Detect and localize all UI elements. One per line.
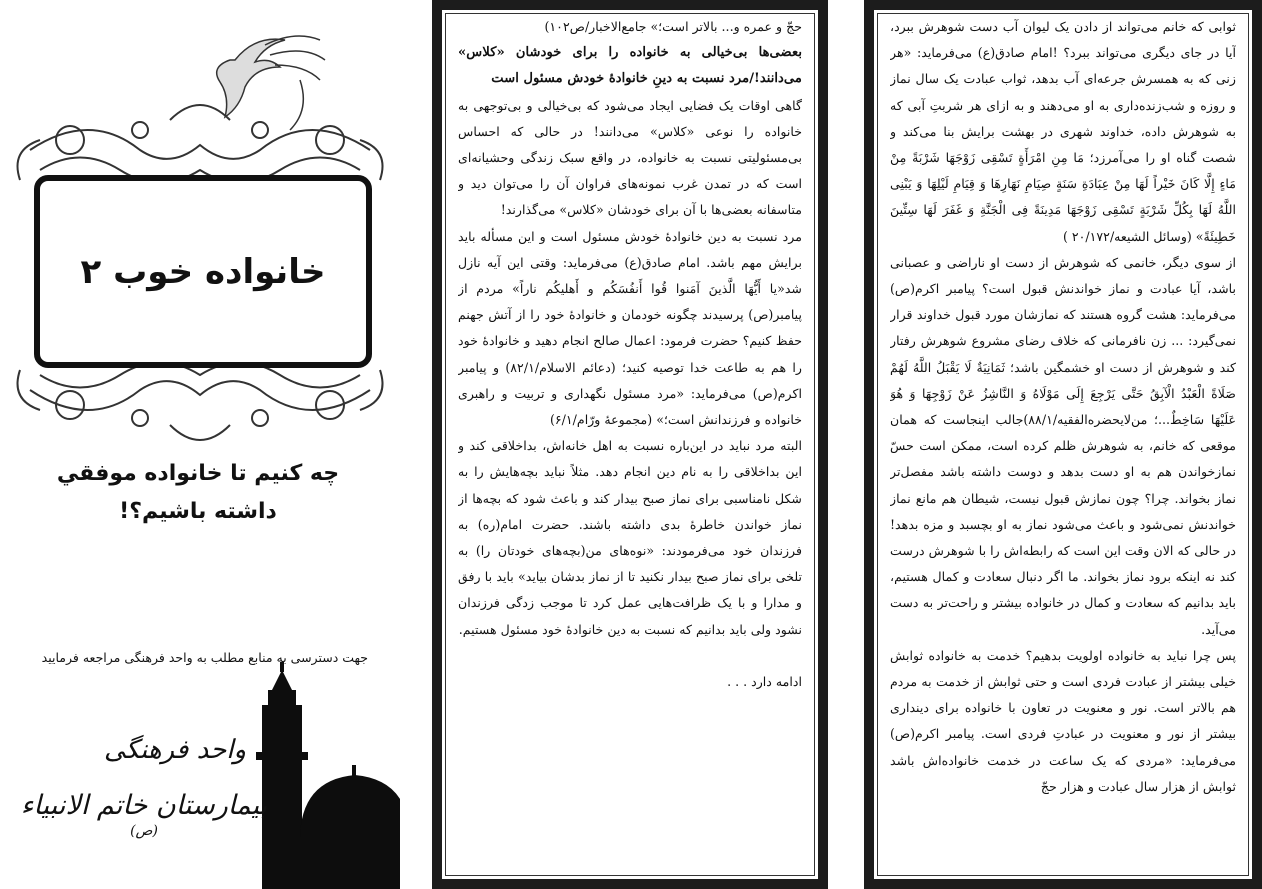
paragraph: پس چرا نباید به خانواده اولویت بدهیم؟ خدمت به خانواده ثوابش خیلی بیشتر از عبادت فردی است و حتی ثوابش از خدمت به مردم هم بالاتر است. نور و معنویت در تعاون با خانواده برای دینداری بیشتر از نور و معنویت در عبادتِ فردی است. پیامبر اکرم(ص) می‌فرماید: «مردی که یک ساعت در خدمت خانواده‌اش باشد ثوابش از هزار سال عبادت و هزار حجّ bbox=[890, 647, 1236, 794]
paragraph: مرد نسبت به دین خانوادهٔ خودش مسئول است و این مسأله باید برایش مهم باشد. امام صادق(ع) می‌فرماید: وقتی این آیه نازل شد«یا أَیُّهَا الَّذینَ آمَنوا قُوا أَنفُسَكُم و أَهلیكُم ناراً» مردم از پیامبر(ص) پرسیدند چگونه خودمان و خانوادهٔ خود را از آتش جهنم حفظ کنیم؟ حضرت فرمود: اعمال صالح انجام دهید و خانوادهٔ خود را هم به طاعت خدا توصیه کنید؛ (دعائم الاسلام/۸۲/۱) و پیامبر اکرم(ص) می‌فرماید: «مرد مسئول نگهداری و تربیت و راهبری خانواده و فرزندانش است؛» (مجموعهٔ ورّام/۶/۱) bbox=[458, 228, 802, 428]
middle-panel bbox=[432, 0, 828, 889]
title-frame bbox=[34, 175, 372, 368]
signature-honorific: (ص) bbox=[130, 823, 158, 839]
mosque-silhouette bbox=[256, 662, 400, 889]
paragraph: گاهی اوقات یک فضایی ایجاد می‌شود که بی‌خیالی و بی‌توجهی به خانواده را نوعی «کلاس» می‌دانند! در حالی که احساس بی‌مسئولیتی نسبت به خانواده، در واقع سبک زندگی وحشیانه‌ای است که در تمدن غرب نمونه‌های فراوان آن را می‌توان دید و متاسفانه بعضی‌ها با آن برای خودشان «کلاس» می‌گذارند! bbox=[458, 97, 802, 218]
section-heading: بعضی‌ها بی‌خیالی به خانواده را برای خودشان «کلاس» می‌دانند!/مرد نسبت به دینِ خانوادهٔ خودش مسئول است bbox=[458, 45, 802, 87]
source-note: جهت دسترسی به منابع مطلب به واحد فرهنگی مراجعه فرمایید bbox=[41, 650, 368, 665]
paragraph: از سوی دیگر، خانمی که شوهرش از دست او ناراضی و عصبانی باشد، آیا عبادت و نماز خواندنش قبول است؟ پیامبر اکرم(ص) می‌فرماید: هشت گروه هستند که نمازشان مورد قبول خداوند قرار نمی‌گیرد: ... زن نافرمانی که خلاف رضای مشروع شوهرش رفتار کند و شوهرش از دست او خشمگین باشد؛ ثَمَانِیَةٌ لَا یَقْبَلُ اللَّهُ لَهُمْ صَلَاةً الْعَبْدُ الْآبِقُ حَتَّى یَرْجِعَ إِلَى مَوْلَاهُ وَ النَّاشِزُ عَنْ زَوْجِهَا وَ هُوَ عَلَیْهَا سَاخِطٌ...؛ من‌لایحضره‌الفقیه/۸۸/۱)جالب اینجاست که همان موقعی که خانم، به شوهرش ظلم کرده است، ممکن است حسّ نمازخواندن هم به او دست بدهد و دوست داشته باشد مفصل‌تر نماز بخواند. چرا؟ چون نمازش قبول نیست، شیطان هم مانع نماز خواندنش نمی‌شود و باعث می‌شود نماز به او بچسبد و مزه بدهد! در حالی که الان وقت این است که رابطه‌اش را با شوهرش درست کند نه اینکه برود نماز بخواند. ما اگر دنبال سعادت و کمال هستیم، باید بدانیم که سعادت و کمال در خانواده بیشتر و راحت‌تر به دست می‌آید. bbox=[890, 254, 1236, 637]
signature-hospital-name: بیمارستان خاتم الانبیاء bbox=[20, 790, 268, 821]
top-ornament bbox=[18, 105, 383, 183]
bird-icon bbox=[217, 36, 325, 130]
paragraph: ثوابی که خانم می‌تواند از دادن یک لیوان آب دست شوهرش ببرد، آیا در جای دیگری می‌تواند ببرد؟ !امام صادق(ع) می‌فرماید: «هر زنی که به همسرش جرعه‌ای آب بدهد، ثواب عبادت یک سال نماز و روزه و شب‌زنده‌داری به او می‌دهند و به ازای هر شربتِ آبی که به شوهرش داده، خداوند شهری در بهشت برایش بنا می‌کند و شصت گناه او را می‌آمرزد؛ مَا مِنِ امْرَأَةٍ تَسْقِی زَوْجَهَا شَرْبَةً مِنْ مَاءٍ إِلَّا كَانَ خَیْراً لَهَا مِنْ عِبَادَةِ سَنَةٍ صِیَامِ نَهَارِهَا وَ قِیَامِ لَیْلِهَا وَ یَبْنِی اللَّهُ لَهَا بِكُلِّ شَرْبَةٍ تَسْقِی زَوْجَهَا مَدِینَةً فِی الْجَنَّةِ وَ غَفَرَ لَهَا سِتِّینَ خَطِیئَةً» (وسائل الشیعه/۲۰/۱۷۲ ) bbox=[890, 19, 1236, 244]
middle-text-column bbox=[458, 14, 802, 875]
paragraph: حجّ و عمره و... بالاتر است؛» جامع‌الاخبار/ص۱۰۲) bbox=[544, 19, 802, 34]
signature-unit: واحد فرهنگی bbox=[103, 735, 247, 765]
paragraph: البته مرد نباید در این‌باره نسبت به اهل خانه‌اش، بداخلاقی کند و این بداخلاقی را به نام دین انجام دهد. مثلاً نباید بچه‌هایش را به شکل نامناسبی برای نماز صبح بیدار کند و باعث شود که بچه‌ها از نماز خواندن خاطرهٔ بدی داشته باشند. حضرت امام(ره) به فرزندان خود می‌فرمودند: «نوه‌های من(بچه‌های خودتان را) به تلخی برای نماز صبح بیدار نکنید تا از نماز بدشان بیاید» باید با رفق و مدارا و با یک ظرافت‌هایی عمل کرد تا موجب زدگی فرزندان نشود ولی باید بدانیم که نسبت به دین خانوادهٔ خود مسئول هستیم. bbox=[458, 438, 802, 637]
right-panel bbox=[864, 0, 1262, 889]
signature-hospital bbox=[14, 790, 274, 852]
cover-panel bbox=[0, 0, 400, 889]
bottom-ornament bbox=[18, 363, 383, 441]
right-text-column bbox=[890, 14, 1236, 875]
continued-label: ادامه دارد . . . bbox=[727, 673, 802, 689]
brochure-title: خانواده خوب ۲ bbox=[80, 251, 326, 292]
brochure-subtitle: چه کنیم تا خانواده موفقي داشته باشيم؟! bbox=[56, 461, 340, 524]
